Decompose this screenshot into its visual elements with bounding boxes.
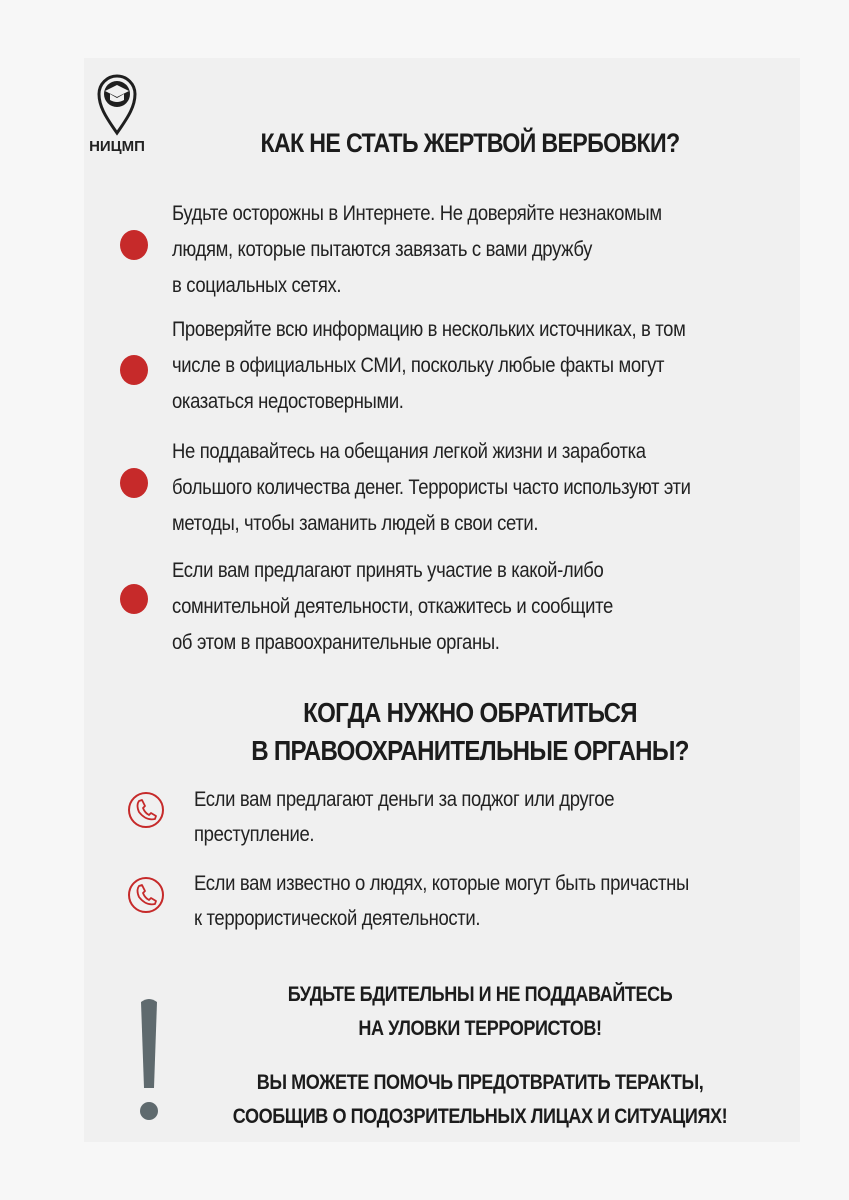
warning-text: БУДЬТЕ БДИТЕЛЬНЫ И НЕ ПОДДАВАЙТЕСЬ НА УЛОВКИ ТЕРРОРИСТОВ!: [287, 983, 673, 1040]
logo-text: НИЦМП: [89, 138, 145, 155]
bullet-dot: [120, 584, 148, 614]
graduation-cap-pin-icon: [95, 70, 139, 136]
contact-item: Если вам предлагают деньги за поджог или другое преступление.: [194, 788, 615, 846]
contact-item: Если вам известно о людях, которые могут быть причастны к террористической деятельности.: [194, 872, 689, 930]
bullet-dot: [120, 468, 148, 498]
phone-icon: [126, 790, 166, 830]
call-to-action-text: ВЫ МОЖЕТЕ ПОМОЧЬ ПРЕДОТВРАТИТЬ ТЕРАКТЫ, СООБЩИВ О ПОДОЗРИТЕЛЬНЫХ ЛИЦАХ И СИТУАЦИЯХ!: [232, 1071, 728, 1128]
page-title: КАК НЕ СТАТЬ ЖЕРТВОЙ ВЕРБОВКИ?: [260, 128, 680, 158]
tip-paragraph: Проверяйте всю информацию в нескольких источниках, в том числе в официальных СМИ, поскольку любые факты могут оказаться недостоверными.: [172, 318, 686, 413]
tip-paragraph: Не поддавайтесь на обещания легкой жизни и заработка большого количества денег. Террористы часто используют эти методы, чтобы заманить людей в свои сети.: [172, 440, 691, 535]
bullet-dot: [120, 230, 148, 260]
tip-paragraph: Будьте осторожны в Интернете. Не доверяйте незнакомым людям, которые пытаются завязать с вами дружбу в социальных сетях.: [172, 202, 662, 297]
bullet-dot: [120, 355, 148, 385]
phone-icon: [126, 875, 166, 915]
logo: [80, 70, 154, 155]
tip-paragraph: Если вам предлагают принять участие в какой-либо сомнительной деятельности, откажитесь и сообщите об этом в правоохранительные органы.: [172, 559, 613, 654]
section-title: КОГДА НУЖНО ОБРАТИТЬСЯ В ПРАВООХРАНИТЕЛЬНЫЕ ОРГАНЫ?: [251, 697, 689, 766]
exclamation-icon: [136, 996, 162, 1126]
